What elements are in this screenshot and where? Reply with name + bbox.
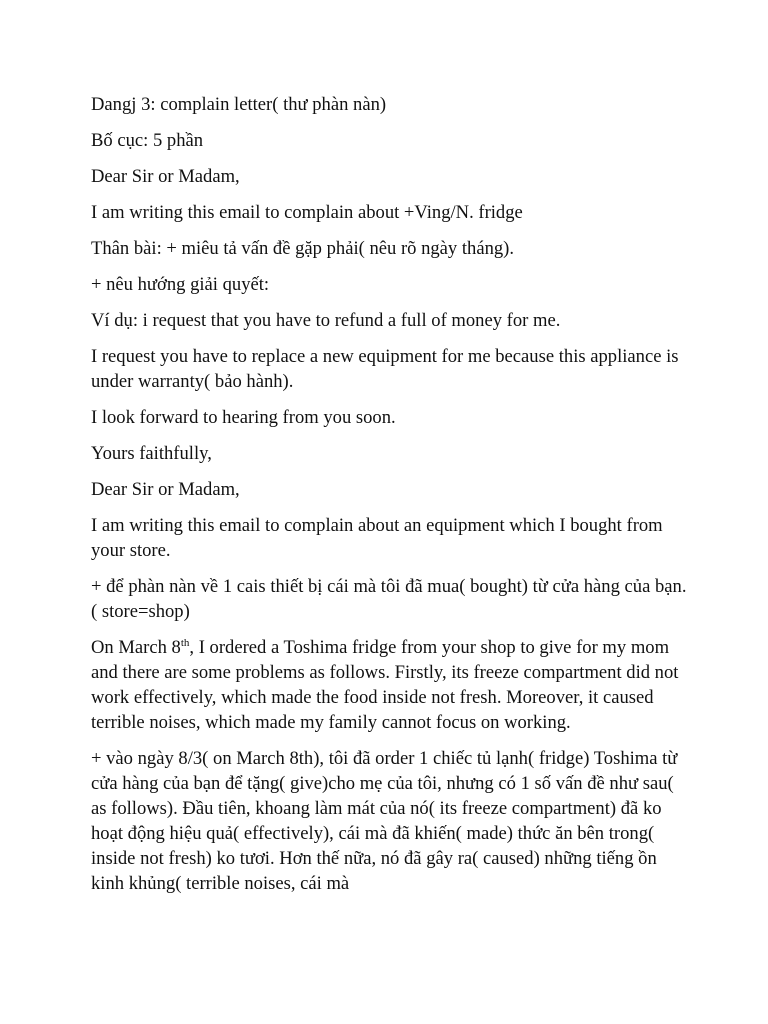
march-superscript: th (180, 636, 190, 649)
march-rest: , I ordered a Toshima fridge from your shop to give for my mom and there are some problems as follows. Firstly, its freeze compartment did not work effectively, which made the food inside not fresh. Moreover, it caused terrible noises, which made my family cannot focus on working. (91, 637, 679, 733)
heading-line: Dangj 3: complain letter( thư phàn nàn) (91, 94, 387, 115)
document-body (91, 92, 691, 907)
solution-instruction-line: + nêu hướng giải quyết: (91, 274, 270, 295)
salutation-line-2: Dear Sir or Madam, (91, 479, 240, 500)
opening-paragraph-2: I am writing this email to complain about an equipment which I bought from your store. (91, 515, 663, 561)
signoff-line: Yours faithfully, (91, 443, 212, 464)
opening-translation-paragraph: + để phàn nàn về 1 cais thiết bị cái mà tôi đã mua( bought) từ cửa hàng của bạn. ( store=shop) (91, 576, 687, 622)
layout-line: Bố cục: 5 phần (91, 130, 204, 151)
march-lead: On March 8 (91, 637, 181, 658)
salutation-line: Dear Sir or Madam, (91, 166, 240, 187)
translation-paragraph: + vào ngày 8/3( on March 8th), tôi đã order 1 chiếc tủ lạnh( fridge) Toshima từ cửa hàng của bạn để tặng( give)cho mẹ của tôi, nhưng có 1 số vấn đề như sau( as follows). Đầu tiên, khoang làm mát của nó( its freeze compartment) đã ko hoạt động hiệu quả( effectively), cái mà đã khiến( made) thức ăn bên trong( inside not fresh) ko tươi. Hơn thế nữa, nó đã gây ra( caused) những tiếng ồn kinh khủng( terrible noises, cái mà (91, 748, 678, 894)
example-replace-paragraph: I request you have to replace a new equipment for me because this appliance is under warranty( bảo hành). (91, 346, 679, 392)
opening-line: I am writing this email to complain about +Ving/N. fridge (91, 202, 523, 223)
body-instruction-line: Thân bài: + miêu tả vấn đề gặp phải( nêu rõ ngày tháng). (91, 238, 515, 259)
example-refund-line: Ví dụ: i request that you have to refund a full of money for me. (91, 310, 561, 331)
march-paragraph (91, 635, 691, 735)
closing-line: I look forward to hearing from you soon. (91, 407, 396, 428)
